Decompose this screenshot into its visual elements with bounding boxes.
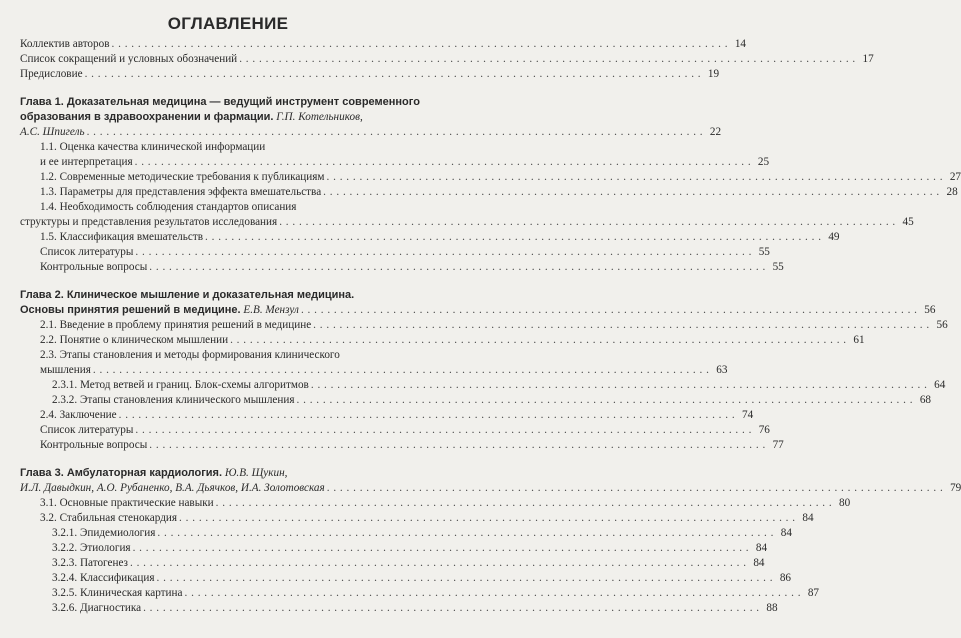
toc-entry-text: 1.3. Параметры для представления эффекта вмешательства — [40, 186, 322, 198]
leader-dots — [205, 230, 822, 245]
leader-dots — [157, 526, 774, 541]
chapter-1-authors-row[interactable] — [20, 125, 722, 140]
leader-dots — [323, 185, 940, 200]
toc-entry-text: 2.3.1. Метод ветвей и границ. Блок-схемы алгоритмов — [52, 379, 309, 391]
toc-page-number: 55 — [772, 261, 784, 273]
toc-page-number: 88 — [766, 602, 778, 614]
leader-dots — [311, 378, 928, 393]
toc-page-number: 84 — [802, 512, 814, 524]
toc-page-number: 80 — [839, 497, 851, 509]
chapter-3-authors: Ю.В. Щукин, — [224, 467, 288, 479]
chapter-1-authors: Г.П. Котельников, — [276, 111, 363, 123]
toc-page-number: 45 — [902, 216, 914, 228]
section-2-1[interactable] — [20, 318, 948, 333]
toc-entry-text: 3.2.4. Классификация — [52, 572, 155, 584]
leader-dots — [297, 393, 914, 408]
leader-dots — [112, 37, 729, 52]
toc-entry-text: и ее интерпретация — [40, 156, 133, 168]
leader-dots — [135, 245, 752, 260]
chapter-2-authors: Е.В. Мензул — [243, 304, 299, 316]
table-of-contents — [20, 37, 961, 616]
toc-entry-text: 1.2. Современные методические требования к публикациям — [40, 171, 325, 183]
section-3-2-6[interactable] — [20, 601, 778, 616]
toc-page-number: 74 — [741, 409, 754, 421]
section-2-4[interactable] — [20, 408, 754, 423]
toc-entry-preface[interactable] — [20, 67, 720, 82]
toc-entry-text: Контрольные вопросы — [40, 439, 148, 451]
leader-dots — [230, 333, 847, 348]
toc-page-number: 14 — [734, 38, 747, 50]
chapter-3-heading-line1[interactable] — [20, 466, 436, 481]
toc-page-number: 84 — [780, 527, 792, 539]
leader-dots — [239, 52, 856, 67]
leader-dots — [179, 511, 796, 526]
toc-page-number: 61 — [853, 334, 865, 346]
toc-entry-text: 2.1. Введение в проблему принятия решений в медицине — [40, 319, 312, 331]
toc-entry-text: Список литературы — [40, 424, 134, 436]
section-1-3[interactable] — [20, 185, 958, 200]
toc-page-number: 19 — [707, 68, 720, 80]
section-3-2-5[interactable] — [20, 586, 820, 601]
toc-entry-text: Список литературы — [40, 246, 134, 258]
leader-dots — [119, 408, 736, 423]
leader-dots — [133, 541, 750, 556]
leader-dots — [143, 601, 760, 616]
section-3-2-4[interactable] — [20, 571, 792, 586]
leader-dots — [87, 125, 704, 140]
leader-dots — [135, 155, 752, 170]
toc-entry-abbreviations[interactable] — [20, 52, 874, 67]
toc-page-number: 55 — [758, 246, 770, 258]
toc-page-number: 28 — [946, 186, 958, 198]
section-1-2[interactable] — [20, 170, 961, 185]
chapter-1-literature[interactable] — [20, 245, 770, 260]
chapter-1-questions[interactable] — [20, 260, 784, 275]
section-2-3-2[interactable] — [20, 393, 932, 408]
toc-page-number: 27 — [949, 171, 961, 183]
section-2-3-line1[interactable]: 2.3. Этапы становления и методы формирования клинического — [40, 349, 340, 361]
leader-dots — [327, 170, 944, 185]
section-3-2-3[interactable] — [20, 556, 765, 571]
leader-dots — [130, 556, 747, 571]
toc-entry-text: 3.2.6. Диагностика — [52, 602, 142, 614]
chapter-2-questions[interactable] — [20, 438, 784, 453]
chapter-3-heading-text: Глава 3. Амбулаторная кардиология. — [20, 467, 223, 479]
leader-dots — [93, 363, 710, 378]
toc-entry-text: мышления — [40, 364, 91, 376]
chapter-3-authors-cont: И.Л. Давыдкин, А.О. Рубаненко, В.А. Дьячков, И.А. Золотовская — [20, 482, 325, 494]
chapter-2-heading-line1[interactable]: Глава 2. Клиническое мышление и доказательная медицина. — [20, 289, 355, 301]
toc-page-number: 84 — [753, 557, 765, 569]
toc-entry-text: 2.4. Заключение — [40, 409, 117, 421]
toc-page-number: 56 — [924, 304, 936, 316]
leader-dots — [216, 496, 833, 511]
toc-entry-text: 1.5. Классификация вмешательств — [40, 231, 203, 243]
toc-page-number: 84 — [755, 542, 768, 554]
toc-page-number: 77 — [772, 439, 784, 451]
leader-dots — [301, 303, 918, 318]
section-1-5[interactable] — [20, 230, 840, 245]
section-1-1-line1[interactable]: 1.1. Оценка качества клинической информации — [40, 141, 266, 153]
leader-dots — [185, 586, 802, 601]
toc-page-number: 56 — [936, 319, 948, 331]
section-2-3-1[interactable] — [20, 378, 946, 393]
toc-entry-text: структуры и представления результатов исследования — [20, 216, 278, 228]
toc-page-number: 68 — [919, 394, 932, 406]
toc-entry-text: 3.1. Основные практические навыки — [40, 497, 214, 509]
toc-page-number: 64 — [934, 379, 946, 391]
chapter-1-authors-cont: А.С. Шпигель — [20, 126, 85, 138]
toc-entry-text: 2.2. Понятие о клиническом мышлении — [40, 334, 229, 346]
section-1-4-line1[interactable]: 1.4. Необходимость соблюдения стандартов описания — [40, 201, 297, 213]
toc-entry-text: Список сокращений и условных обозначений — [20, 53, 238, 65]
toc-entry-text: Контрольные вопросы — [40, 261, 148, 273]
section-3-2-2[interactable] — [20, 541, 768, 556]
section-3-2[interactable] — [20, 511, 814, 526]
section-1-1[interactable] — [20, 155, 770, 170]
leader-dots — [313, 318, 930, 333]
toc-entry-text: 3.2. Стабильная стенокардия — [40, 512, 178, 524]
toc-entry-text: 3.2.5. Клиническая картина — [52, 587, 183, 599]
chapter-3-authors-row[interactable] — [20, 481, 961, 496]
leader-dots — [85, 67, 702, 82]
toc-entry-text: Предисловие — [20, 68, 83, 80]
leader-dots — [135, 423, 752, 438]
section-2-2[interactable] — [20, 333, 865, 348]
toc-page-number: 76 — [758, 424, 770, 436]
toc-page-number: 22 — [709, 126, 722, 138]
chapter-1-heading-line2[interactable] — [20, 110, 436, 125]
toc-entry-authors[interactable] — [20, 37, 747, 52]
leader-dots — [279, 215, 896, 230]
chapter-1-heading-text: образования в здравоохранении и фармации. — [20, 111, 274, 123]
leader-dots — [149, 438, 766, 453]
leader-dots — [327, 481, 944, 496]
section-3-1[interactable] — [20, 496, 851, 511]
chapter-2-heading-text: Основы принятия решений в медицине. — [20, 304, 241, 316]
leader-dots — [157, 571, 774, 586]
chapter-2-heading-line2[interactable] — [20, 303, 936, 318]
toc-page-number: 63 — [716, 364, 728, 376]
toc-entry-text: 3.2.1. Эпидемиология — [52, 527, 156, 539]
toc-page-number: 87 — [807, 587, 820, 599]
section-3-2-1[interactable] — [20, 526, 792, 541]
toc-entry-text: Коллектив авторов — [20, 38, 110, 50]
section-2-3[interactable] — [20, 363, 728, 378]
page-title: ОГЛАВЛЕНИЕ — [167, 14, 289, 33]
toc-page-number: 86 — [779, 572, 792, 584]
toc-entry-text: 3.2.2. Этиология — [52, 542, 131, 554]
chapter-1-heading-line1[interactable]: Глава 1. Доказательная медицина — ведущий инструмент современного — [20, 96, 420, 108]
toc-entry-text: 2.3.2. Этапы становления клинического мышления — [52, 394, 295, 406]
chapter-2-literature[interactable] — [20, 423, 770, 438]
toc-page-number: 79 — [950, 482, 961, 494]
leader-dots — [149, 260, 766, 275]
toc-page-number: 25 — [757, 156, 770, 168]
section-1-4[interactable] — [20, 215, 914, 230]
toc-page-number: 17 — [862, 53, 874, 65]
toc-entry-text: 3.2.3. Патогенез — [52, 557, 128, 569]
toc-page-number: 49 — [828, 231, 840, 243]
